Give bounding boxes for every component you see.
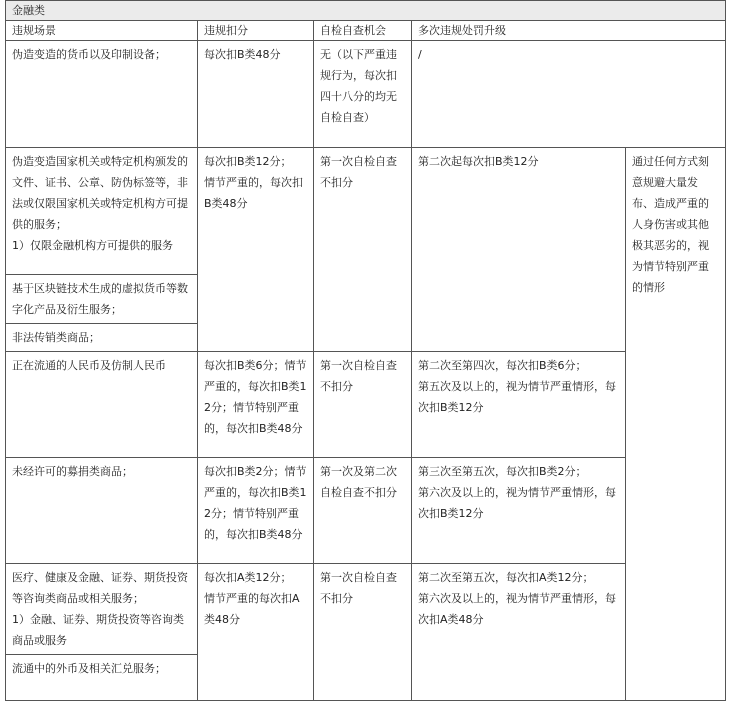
cell-self-check: 第一次自检自查不扣分 [314,564,412,701]
table-row [6,41,726,148]
violation-rules-table [5,0,726,701]
header-scenario: 违规场景 [6,21,198,41]
cell-deduction: 每次扣B类6分；情节严重的，每次扣B类12分；情节特别严重的，每次扣B类48分 [198,352,314,458]
category-row [6,1,726,21]
cell-scenario: 非法传销类商品； [6,324,198,352]
cell-scenario: 伪造变造国家机关或特定机构颁发的文件、证书、公章、防伪标签等，非法或仅限国家机关或特定机构方可提供的服务； 1）仅限金融机构方可提供的服务 [6,148,198,275]
cell-note: 通过任何方式刻意规避大量发布、造成严重的人身伤害或其他极其恶劣的，视为情节特别严重的情形 [626,148,726,701]
cell-self-check: 第一次自检自查不扣分 [314,148,412,352]
table-row [6,352,726,458]
category-title: 金融类 [6,1,726,21]
cell-scenario: 正在流通的人民币及仿制人民币 [6,352,198,458]
cell-scenario: 伪造变造的货币以及印制设备； [6,41,198,148]
cell-escalation: / [412,41,726,148]
cell-scenario: 未经许可的募捐类商品； [6,458,198,564]
cell-scenario: 基于区块链技术生成的虚拟货币等数字化产品及衍生服务； [6,275,198,324]
cell-deduction: 每次扣B类48分 [198,41,314,148]
header-row [6,21,726,41]
header-deduction: 违规扣分 [198,21,314,41]
header-self-check: 自检自查机会 [314,21,412,41]
cell-deduction: 每次扣B类2分；情节严重的，每次扣B类12分；情节特别严重的，每次扣B类48分 [198,458,314,564]
table-row [6,148,726,275]
cell-deduction: 每次扣A类12分； 情节严重的每次扣A类48分 [198,564,314,701]
cell-self-check: 第一次及第二次自检自查不扣分 [314,458,412,564]
table-row [6,458,726,564]
cell-self-check: 无（以下严重违规行为，每次扣四十八分的均无自检自查） [314,41,412,148]
header-escalation: 多次违规处罚升级 [412,21,726,41]
cell-scenario: 流通中的外币及相关汇兑服务； [6,655,198,701]
cell-escalation: 第二次至第四次，每次扣B类6分； 第五次及以上的，视为情节严重情形，每次扣B类12分 [412,352,626,458]
cell-deduction: 每次扣B类12分； 情节严重的，每次扣B类48分 [198,148,314,352]
document-table-wrapper [5,0,725,701]
table-row [6,564,726,655]
cell-self-check: 第一次自检自查不扣分 [314,352,412,458]
cell-scenario: 医疗、健康及金融、证券、期货投资等咨询类商品或相关服务； 1）金融、证券、期货投资等咨询类商品或服务 [6,564,198,655]
cell-escalation: 第二次至第五次，每次扣A类12分； 第六次及以上的，视为情节严重情形，每次扣A类48分 [412,564,626,701]
cell-escalation: 第三次至第五次，每次扣B类2分； 第六次及以上的，视为情节严重情形，每次扣B类12分 [412,458,626,564]
cell-escalation: 第二次起每次扣B类12分 [412,148,626,352]
